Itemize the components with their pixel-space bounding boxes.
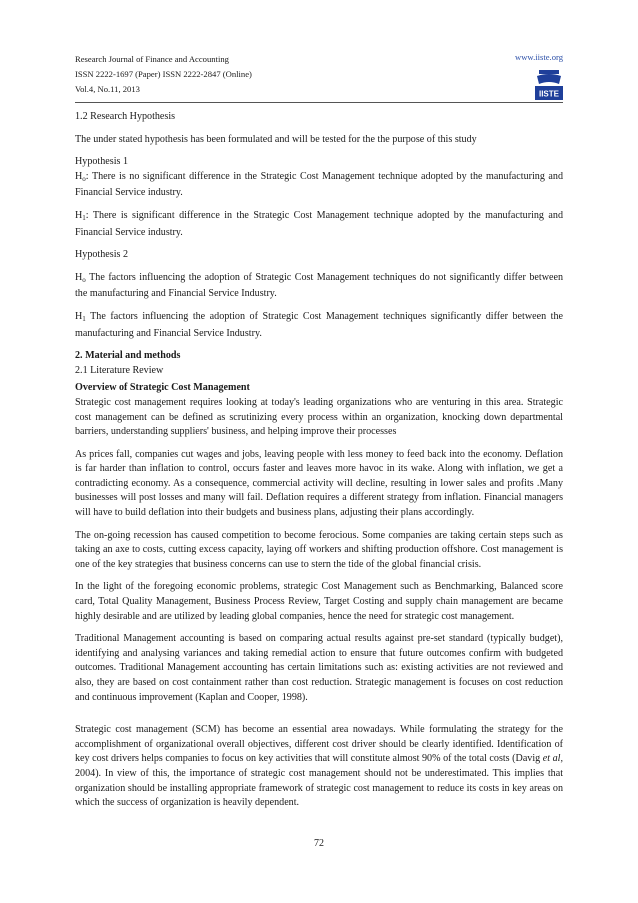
page-header xyxy=(75,52,563,102)
page-number: 72 xyxy=(314,838,324,849)
hypothesis-1-alt xyxy=(75,209,563,240)
h-subscript: o xyxy=(82,174,86,183)
article-body xyxy=(75,110,563,811)
paragraph-4: In the light of the foregoing economic problems, strategic Cost Management such as Benchmarking, Balanced score card, Total Quality Management, Business Process Review, Target Costing and supply chain management are became highly desirable and are utilized by leading global companies, hence the need for strategic cost management. xyxy=(75,581,563,622)
hypothesis-intro: The under stated hypothesis has been formulated and will be tested for the the purpose of this study xyxy=(75,133,477,145)
hypothesis-2-title: Hypothesis 2 xyxy=(75,249,128,261)
section-heading-1-2: 1.2 Research Hypothesis xyxy=(75,111,176,122)
hypothesis-text: The factors influencing the adoption of Strategic Cost Management techniques significantly differ between the manufacturing and Financial Service Industry. xyxy=(75,310,563,339)
paragraph-6-part-a: Strategic cost management (SCM) has become an essential area nowadays. While formulating the strategy for the accomplishment of organizational overall objectives, different cost driver should be clearly identified. Identification of key cost drivers helps companies to focus on key activities that will constitute almost 90% of the total costs (Davig xyxy=(75,724,563,765)
h-symbol: H xyxy=(75,271,83,283)
iiste-logo xyxy=(535,70,563,100)
paragraph-6 xyxy=(75,723,563,811)
h-symbol: H xyxy=(75,310,83,322)
section-heading-2: 2. Material and methods xyxy=(75,350,181,362)
header-rule xyxy=(75,102,563,103)
journal-url-link[interactable]: www.iiste.org xyxy=(515,52,563,62)
hypothesis-text: : There is significant difference in the Strategic Cost Management technique adopted by the manufacturing and Financial Service industry. xyxy=(75,209,563,238)
paragraph-6-italic: et al, xyxy=(542,753,563,765)
overview-title: Overview of Strategic Cost Management xyxy=(75,382,250,394)
h-symbol: H xyxy=(75,170,83,182)
hypothesis-text: : There is no significant difference in the Strategic Cost Management technique adopted by the manufacturing and Financial Service industry. xyxy=(75,170,563,199)
subsection-heading-2-1: 2.1 Literature Review xyxy=(75,364,164,376)
hypothesis-1-null xyxy=(75,170,563,201)
h-subscript: 1 xyxy=(82,314,86,323)
issn-line: ISSN 2222-1697 (Paper) ISSN 2222-2847 (Online) xyxy=(75,69,252,79)
h-subscript: o xyxy=(82,275,86,284)
hypothesis-1-title: Hypothesis 1 xyxy=(75,156,128,168)
hypothesis-2-null xyxy=(75,271,563,302)
paragraph-5: Traditional Management accounting is based on comparing actual results against pre-set standard (typically budget), identifying and analysing variances and taking remedial action to ensure that future outcomes confirm with budgeted outcomes. Traditional Management accounting has certain limitations such as: existing activities are not reviewed and also, they are based on cost containment rather than cost reduction. Strategic management is focuses on cost reduction and continuous improvement (Kaplan and Cooper, 1998). xyxy=(75,633,563,703)
paragraph-1: Strategic cost management requires looking at today's leading organizations who are venturing in this area. Strategic cost management can be defined as scrutinizing every process within an organization, knocking down departmental barriers, understanding suppliers' business, and helping improve their processes xyxy=(75,396,563,438)
volume-line: Vol.4, No.11, 2013 xyxy=(75,84,140,94)
paragraph-2: As prices fall, companies cut wages and jobs, leaving people with less money to feed back into the economy. Deflation is far harder than inflation to control, occurs faster and leaves more havoc in its wake. Along with inflation, we get a contradicting economy. As a consequence, commercial activity will decline, resulting in lower sales and profits .Many businesses will post losses and many will fail. Deflation requires a different strategy from inflation. Financial managers will have to build deflation into their budgets and business plans, adjusting their plans accordingly. xyxy=(75,448,563,519)
paragraph-6-part-b: 2004). In view of this, the importance of strategic cost management should not be underestimated. This implies that organization should be installing appropriate framework of strategic cost management to reduce its costs in key areas on which the success of organization is heavily dependent. xyxy=(75,767,563,809)
journal-name: Research Journal of Finance and Accounting xyxy=(75,54,229,64)
h-subscript: 1 xyxy=(82,213,86,222)
hypothesis-2-alt xyxy=(75,310,563,341)
paragraph-3: The on-going recession has caused competition to become ferocious. Some companies are taking certain steps such as taking an axe to costs, cutting excess capacity, laying off workers and shifting production offshore. Cost management is one of the key strategies that business concerns can use to stern the tide of the global financial crisis. xyxy=(75,529,563,570)
hypothesis-text: The factors influencing the adoption of Strategic Cost Management techniques do not significantly differ between the manufacturing and Financial Service Industry. xyxy=(75,271,563,300)
svg-text:IISTE: IISTE xyxy=(538,89,560,99)
h-symbol: H xyxy=(75,209,83,221)
